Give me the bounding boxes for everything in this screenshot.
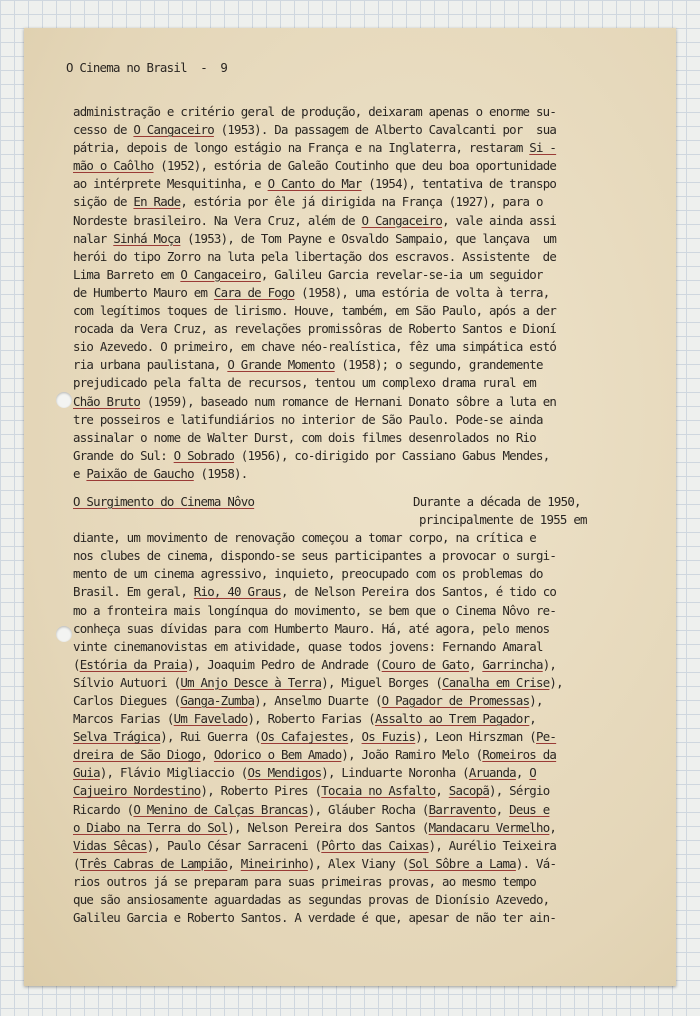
text-run: rocada da Vera Cruz, as revelações promissôras de Roberto Santos e Dioní <box>73 321 557 337</box>
film-title: mão o Caôlho <box>73 158 154 174</box>
text-line <box>73 909 653 927</box>
film-title: Cara de Fogo <box>213 284 295 300</box>
text-line <box>73 583 653 601</box>
text-run: rios outros já se preparam para suas primeiras provas, ao mesmo tempo <box>73 873 536 889</box>
film-title: Um Favelado <box>173 711 248 727</box>
section-heading-line <box>73 493 653 511</box>
text-line <box>73 529 653 547</box>
text-line <box>73 320 653 338</box>
text-line <box>73 230 653 248</box>
film-title: En Rade <box>133 194 181 210</box>
text-run: ), <box>542 656 557 672</box>
text-run: mo a fronteira mais longínqua do movimento, se bem que o Cinema Nôvo re- <box>73 602 557 618</box>
text-run: ), Alex Viany ( <box>307 855 409 871</box>
page-header: O Cinema no Brasil - 9 <box>66 60 228 75</box>
text-run: Lima Barreto em <box>73 266 181 282</box>
text-run: , <box>200 747 214 763</box>
film-title: Um Anjo Desce à Terra <box>180 674 322 690</box>
film-title: Estória da Praia <box>79 656 188 672</box>
text-run: Brasil. Em geral, <box>73 584 194 600</box>
film-title: Três Cabras de Lampião <box>79 855 228 871</box>
text-line <box>73 193 653 211</box>
film-title: Os Fuzis <box>361 729 416 745</box>
film-title: Romeiros da <box>482 747 557 763</box>
film-title: Os Cafajestes <box>260 729 349 745</box>
text-run: , <box>348 729 362 745</box>
text-run: , <box>495 801 510 817</box>
text-run: , <box>435 783 449 799</box>
text-run: , Galileu Garcia revelar-se-ia um seguidor <box>260 266 543 282</box>
text-run: (1958). <box>193 465 248 481</box>
text-line <box>73 873 653 891</box>
text-line <box>73 801 653 819</box>
text-line <box>73 175 653 193</box>
text-line <box>73 374 653 392</box>
text-run: ( <box>73 855 80 871</box>
text-run: vinte cinemanovistas em atividade, quase todos jovens: Fernando Amaral <box>73 638 543 654</box>
text-run: Carlos Diegues ( <box>73 693 181 708</box>
text-line <box>73 103 653 121</box>
text-line <box>73 465 653 483</box>
text-run: ), Paulo César Sarraceni ( <box>146 837 322 853</box>
text-line <box>73 782 653 800</box>
text-run: conheça suas dívidas para com Humberto Mauro. Há, até agora, pelo menos <box>73 620 550 636</box>
film-title: Mineirinho <box>240 855 308 871</box>
text-run: (1953), de Tom Payne e Osvaldo Sampaio, que lançava um <box>180 230 557 246</box>
film-title: Paixão de Gaucho <box>86 465 194 481</box>
film-title: Garrincha <box>482 656 543 672</box>
punch-hole <box>56 392 72 408</box>
text-run: Marcos Farias ( <box>73 711 174 727</box>
text-run: sição de <box>73 194 134 210</box>
text-run: , vale ainda assi <box>442 212 557 228</box>
text-line <box>73 764 653 782</box>
film-title: O Cangaceiro <box>133 122 214 138</box>
text-run: herói do tipo Zorro na luta pela libertação dos escravos. Assistente de <box>73 248 557 264</box>
text-run: administração e critério geral de produção, deixaram apenas o enorme su- <box>73 104 557 119</box>
text-run: ), Joaquim Pedro de Andrade ( <box>187 656 382 672</box>
text-line <box>73 447 653 465</box>
text-run: , <box>468 656 483 672</box>
text-line <box>73 429 653 447</box>
film-title: Assalto ao Trem Pagador <box>374 711 530 727</box>
section-intro-text: principalmente de 1955 em <box>419 512 587 528</box>
text-line <box>73 338 653 356</box>
film-title: O Menino de Calças Brancas <box>133 801 308 817</box>
film-title: Tocaia no Asfalto <box>321 783 436 799</box>
text-line <box>73 411 653 429</box>
text-line <box>73 819 653 837</box>
film-title: dreira de São Diogo <box>73 747 201 763</box>
text-run: prejudicado pela falta de recursos, tentou um complexo drama rural em <box>73 375 536 391</box>
text-run: Ricardo ( <box>73 801 134 817</box>
film-title: Mandacaru Vermelho <box>428 819 550 835</box>
text-run: (1952), estória de Galeão Coutinho que deu boa oportunidade <box>153 158 557 174</box>
text-line <box>73 891 653 909</box>
text-run: ), Aurélio Teixeira <box>428 837 557 853</box>
film-title: Barravento <box>428 801 496 817</box>
film-title: Aruanda <box>468 765 516 781</box>
text-line <box>73 674 653 692</box>
text-run: ), Roberto Farias ( <box>247 711 375 727</box>
text-run: (1958); o segundo, grandemente <box>334 357 543 373</box>
film-title: Ganga-Zumba <box>180 693 255 708</box>
film-title: Canalha em Crise <box>442 674 550 690</box>
text-line <box>73 266 653 284</box>
text-run: ), Miguel Borges ( <box>321 674 443 690</box>
text-line <box>73 746 653 764</box>
text-run: ), <box>549 674 563 690</box>
text-line <box>73 692 653 710</box>
text-run: ( <box>73 656 80 672</box>
text-run: ), Gláuber Rocha ( <box>307 801 429 817</box>
text-line <box>73 121 653 139</box>
text-run: com legítimos toques de lirismo. Houve, também, em São Paulo, após a der <box>73 303 557 319</box>
punch-hole <box>56 626 72 642</box>
film-title: Vidas Sêcas <box>73 837 147 853</box>
text-line <box>73 547 653 565</box>
text-run: ), Nelson Pereira dos Santos ( <box>227 819 429 835</box>
film-title: O Cangaceiro <box>361 212 443 228</box>
film-title: Odorico o Bem Amado <box>213 747 342 763</box>
text-run: ), Rui Guerra ( <box>160 729 261 745</box>
text-run: ), João Ramiro Melo ( <box>341 747 483 763</box>
text-run: ria urbana paulistana, <box>73 357 228 373</box>
text-line <box>73 212 653 230</box>
film-title: Os Mendigos <box>247 765 322 781</box>
film-title: O <box>529 765 537 781</box>
text-run: (1956), co-dirigido por Cassiano Gabus Mendes, <box>234 447 550 463</box>
text-run: (1953). Da passagem de Alberto Cavalcanti por sua <box>213 122 557 138</box>
film-title: Guia <box>73 765 100 781</box>
text-run: mento de um cinema agressivo, inquieto, preocupado com os problemas do <box>73 566 543 582</box>
film-title: Deus e <box>509 801 550 817</box>
text-line <box>73 302 653 320</box>
text-run: , <box>549 819 557 835</box>
text-run: (1958), uma estória de volta à terra, <box>294 284 550 300</box>
text-run: ), <box>529 693 543 708</box>
text-line <box>73 139 653 157</box>
film-title: Si - <box>529 140 557 156</box>
text-run: de Humberto Mauro em <box>73 284 214 300</box>
film-title: O Sobrado <box>173 447 235 463</box>
text-run: , <box>227 855 241 871</box>
text-line <box>73 157 653 175</box>
text-line <box>73 620 653 638</box>
page-body <box>73 103 653 927</box>
text-line <box>73 248 653 266</box>
section-intro-text: Durante a década de 1950, <box>413 493 581 509</box>
section-title: O Surgimento do Cinema Nôvo <box>73 493 255 509</box>
text-line <box>73 728 653 746</box>
text-line <box>73 284 653 302</box>
film-title: Cajueiro Nordestino <box>73 783 201 799</box>
text-run: , de Nelson Pereira dos Santos, é tido co <box>281 584 557 600</box>
film-title: O Pagador de Promessas <box>381 693 530 708</box>
text-run: , <box>515 765 530 781</box>
film-title: O Grande Momento <box>227 357 335 373</box>
text-run: ), Sérgio <box>489 783 550 799</box>
text-run: Galileu Garcia e Roberto Santos. A verdade é que, apesar de não ter ain- <box>73 910 557 926</box>
text-line <box>73 710 653 728</box>
typewritten-page <box>24 28 676 986</box>
text-line <box>73 638 653 656</box>
text-run: , estória por êle já dirigida na França (1927), para o <box>180 194 543 210</box>
text-line <box>73 356 653 374</box>
text-run: (1954), tentativa de transpo <box>361 176 557 192</box>
text-run: Sílvio Autuori ( <box>73 674 181 690</box>
film-title: Chão Bruto <box>73 393 141 409</box>
film-title: Couro de Gato <box>381 656 469 672</box>
text-run: ), Linduarte Noronha ( <box>321 765 469 781</box>
text-line <box>73 393 653 411</box>
film-title: Sacopã <box>448 783 490 799</box>
text-run: nos clubes de cinema, dispondo-se seus participantes a provocar o surgi- <box>73 548 557 564</box>
text-run: ), Roberto Pires ( <box>200 783 322 799</box>
film-title: Pe- <box>536 729 557 745</box>
text-run: ao intérprete Mesquitinha, e <box>73 176 268 192</box>
film-title: O Cangaceiro <box>180 266 261 282</box>
film-title: O Canto do Mar <box>267 176 362 192</box>
text-line <box>73 837 653 855</box>
film-title: Pôrto das Caixas <box>321 837 429 853</box>
text-run: cesso de <box>73 122 134 138</box>
text-line <box>73 656 653 674</box>
text-run: assinalar o nome de Walter Durst, com dois filmes desenrolados no Rio <box>73 429 536 445</box>
text-line <box>73 565 653 583</box>
film-title: o Diabo na Terra do Sol <box>73 819 228 835</box>
film-title: Sinhá Moça <box>113 230 181 246</box>
text-run: Nordeste brasileiro. Na Vera Cruz, além de <box>73 212 362 228</box>
text-run: ), Flávio Migliaccio ( <box>99 765 248 781</box>
text-run: ). Vá- <box>515 855 557 871</box>
text-run: pátria, depois de longo estágio na França e na Inglaterra, restaram <box>73 140 530 156</box>
film-title: Sol Sôbre a Lama <box>408 855 516 871</box>
text-line <box>73 602 653 620</box>
text-run: nalar <box>73 230 114 246</box>
text-run: Grande do Sul: <box>73 447 174 463</box>
text-run: e <box>73 465 87 481</box>
text-run: ), Leon Hirszman ( <box>415 729 537 745</box>
text-run: ), Anselmo Duarte ( <box>254 693 382 708</box>
text-run: tre posseiros e latifundiários no interior de São Paulo. Pode-se ainda <box>73 411 543 427</box>
text-run: que são ansiosamente aguardadas as segundas provas de Dionísio Azevedo, <box>73 892 550 908</box>
film-title: Rio, 40 Graus <box>193 584 282 600</box>
text-run: , <box>529 711 537 727</box>
text-run: (1959), baseado num romance de Hernani Donato sôbre a luta en <box>140 393 557 409</box>
film-title: Selva Trágica <box>73 729 161 745</box>
text-run: sio Azevedo. O primeiro, em chave néo-realística, fêz uma simpática estó <box>73 339 557 355</box>
text-line <box>73 855 653 873</box>
text-run: diante, um movimento de renovação começou a tomar corpo, na crítica e <box>73 530 536 546</box>
paragraph-gap <box>73 483 653 493</box>
